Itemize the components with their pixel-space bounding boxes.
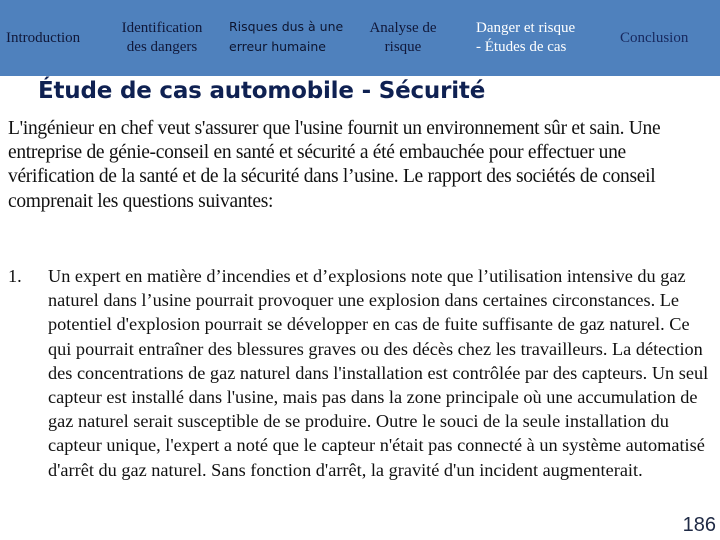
list-item-text: Un expert en matière d’incendies et d’explosions note que l’utilisation intensive du gaz naturel dans l’usine pourrait provoquer une explosion dans certaines circonstances. Le potentiel d'explosion pourrait se développer en cas de fuite suffisante de gaz naturel. Ce qui pourrait entraîner des blessures graves ou des décès chez les travailleurs. La détection des concentrations de gaz naturel dans l'installation est contrôlée par des capteurs. Un seul capteur est installé dans l'usine, mais pas dans la zone principale où une accumulation de gaz naturel serait susceptible de se produire. Outre le souci de la seule installation du capteur unique, l'expert a noté que le capteur n'était pas connecté à un système automatisé d'arrêt du gaz naturel. Sans fonction d'arrêt, la gravité d'un incident augmenterait. <box>48 266 709 480</box>
section-navbar <box>0 0 720 76</box>
nav-item-conclusion[interactable] <box>620 29 688 48</box>
nav-item-label-line1: Identification <box>121 20 203 36</box>
nav-item-label-line1: Danger et risque <box>476 20 576 36</box>
page-number: 186 <box>682 514 716 536</box>
nav-item-label-line2: risque <box>384 39 422 55</box>
nav-item-label: Introduction <box>6 30 81 46</box>
nav-item-identification[interactable] <box>110 19 214 57</box>
nav-item-label-line1: Analyse de <box>369 20 437 36</box>
nav-item-risques-humaine[interactable] <box>229 17 343 57</box>
nav-item-label-line1: Risques dus à une <box>229 19 344 34</box>
nav-item-etudes-de-cas[interactable] <box>476 19 575 57</box>
nav-item-introduction[interactable] <box>6 29 80 48</box>
intro-paragraph: L'ingénieur en chef veut s'assurer que l'usine fournit un environnement sûr et sain. Une entreprise de génie-conseil en santé et sécurité a été embauchée pour effectuer une vérification de la santé et de la sécurité dans l’usine. Le rapport des sociétés de conseil comprenait les questions suivantes: <box>8 118 661 212</box>
nav-item-label-line2: des dangers <box>126 39 198 55</box>
nav-item-analyse-risque[interactable] <box>352 19 454 57</box>
nav-item-label-line2: - Études de cas <box>476 39 567 55</box>
nav-item-label: Conclusion <box>620 30 689 46</box>
list-item-number: 1. <box>8 266 22 286</box>
nav-item-label-line2: erreur humaine <box>229 39 326 54</box>
slide-title: Étude de cas automobile - Sécurité <box>38 78 486 104</box>
